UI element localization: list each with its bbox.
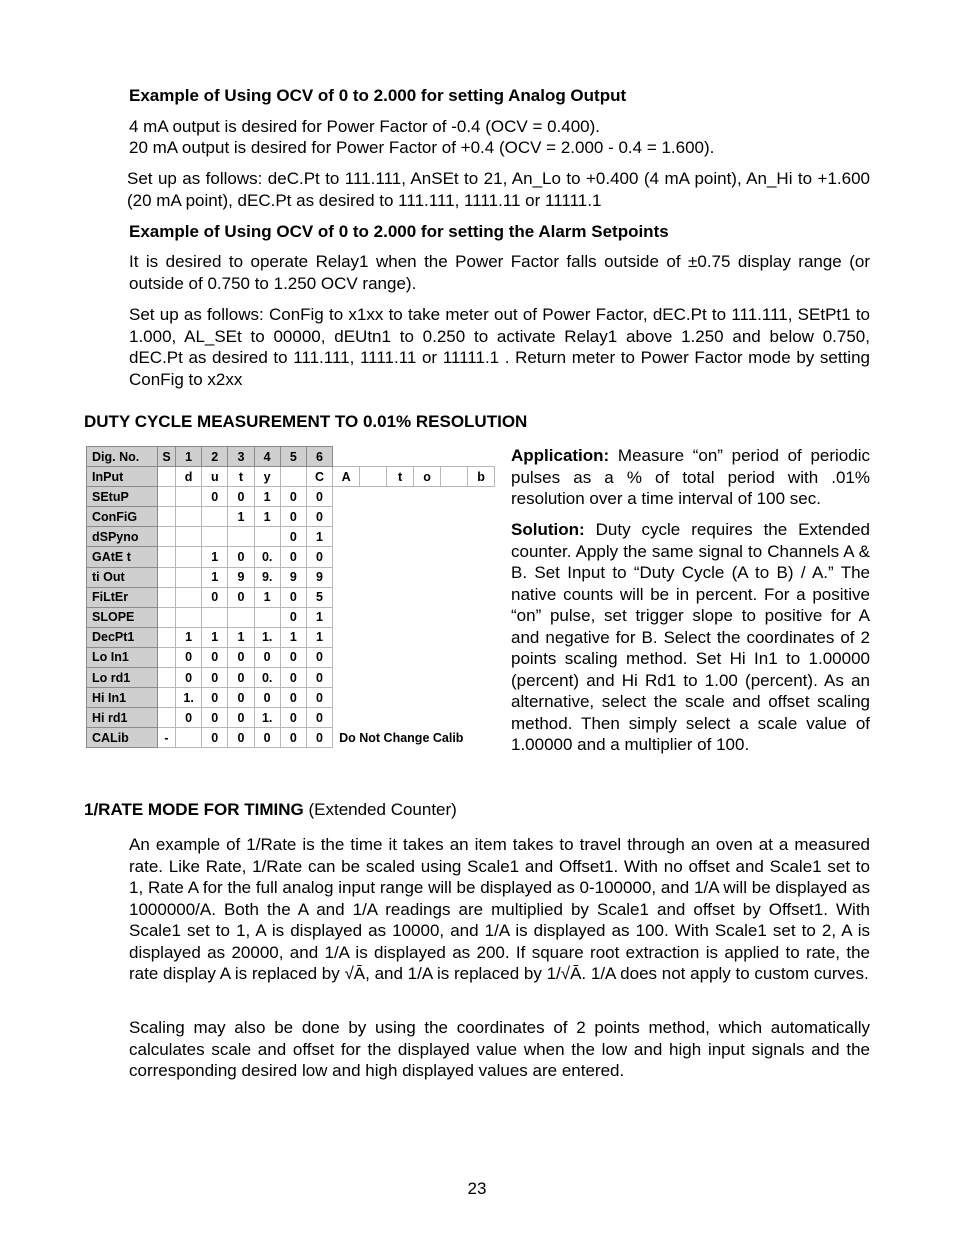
digit-cell: 0 xyxy=(202,708,228,728)
digit-cell: 1 xyxy=(306,527,332,547)
digit-cell: 9 xyxy=(280,567,306,587)
digit-cell: 9 xyxy=(228,567,254,587)
digit-cell xyxy=(158,587,176,607)
digit-cell: 0 xyxy=(228,487,254,507)
blank-cell xyxy=(333,487,495,507)
table-row xyxy=(87,467,495,487)
digit-cell xyxy=(202,527,228,547)
digit-cell: 0 xyxy=(176,668,202,688)
digit-cell xyxy=(158,567,176,587)
blank-cell xyxy=(333,647,495,667)
digit-cell: 0 xyxy=(202,668,228,688)
digit-cell xyxy=(158,647,176,667)
digit-cell: t xyxy=(228,467,254,487)
row-label: InPut xyxy=(87,467,158,487)
table-row xyxy=(87,708,495,728)
digit-cell: 0 xyxy=(280,728,306,748)
blank-cell xyxy=(333,668,495,688)
header-cell-digit: 1 xyxy=(176,447,202,467)
rate-para-1: An example of 1/Rate is the time it takes an item takes to travel through an oven at a measured rate. Like Rate, 1/Rate can be scaled using Scale1 and Offset1. With no offset and Scale1 set to 1, Rate A for the full analog input range will be displayed as 0-100000, and 1/A will be displayed as 1000000/A. Both the A and 1/A readings are multiplied by Scale1 and offset by Offset1. With Scale1 set to 1, A is displayed as 10000, and 1/A is displayed as 100. With Scale1 set to 2, A is displayed as 20000, and 1/A is displayed as 200. If square root extraction is applied to rate, the rate display A is replaced by √Ā, and 1/A is replaced by 1/√Ā. 1/A does not apply to custom curves. xyxy=(129,835,870,983)
digit-cell xyxy=(254,607,280,627)
row-label: DecPt1 xyxy=(87,627,158,647)
digit-cell xyxy=(228,607,254,627)
digit-cell: 0 xyxy=(280,587,306,607)
digit-cell xyxy=(176,587,202,607)
digit-cell: 0 xyxy=(228,587,254,607)
digit-cell xyxy=(158,467,176,487)
rate-para-2: Scaling may also be done by using the coordinates of 2 points method, which automatically calculates scale and offset for the displayed value when the low and high input signals and the corresponding desired low and high displayed values are entered. xyxy=(129,1018,870,1080)
digit-cell: 0 xyxy=(228,547,254,567)
solution-text: Duty cycle requires the Extended counter. Apply the same signal to Channels A & B. Set Input to “Duty Cycle (A to B) / A.” The native counts will be in percent. For a positive “on” pulse, set trigger slope to positive for A and negative for B. Select the coordinates of 2 points scaling method. Set Hi In1 to 1.00000 (percent) and Hi Rd1 to 1.00 (percent). As an alternative, select the scale and offset scaling method. Then simply select a scale value of 1.00000 and a multiplier of 100. xyxy=(511,520,870,754)
digit-cell: 0 xyxy=(280,607,306,627)
digit-cell: 0. xyxy=(254,668,280,688)
row-label: Hi In1 xyxy=(87,688,158,708)
digit-cell: - xyxy=(158,728,176,748)
digit-cell xyxy=(280,467,306,487)
ocv-analog-heading: Example of Using OCV of 0 to 2.000 for setting Analog Output xyxy=(129,86,627,105)
calib-note: Do Not Change Calib xyxy=(339,730,464,745)
table-row xyxy=(87,487,495,507)
blank-cell xyxy=(333,607,495,627)
digit-cell: 0 xyxy=(306,547,332,567)
digit-cell xyxy=(158,688,176,708)
digit-cell: 0 xyxy=(254,647,280,667)
application-label: Application: xyxy=(511,446,610,465)
header-cell-digit: 6 xyxy=(306,447,332,467)
digit-cell xyxy=(202,607,228,627)
digit-cell: 0. xyxy=(254,547,280,567)
row-label: CALib xyxy=(87,728,158,748)
digit-cell xyxy=(158,708,176,728)
extended-char-cell: b xyxy=(468,467,495,487)
row-label: SLOPE xyxy=(87,607,158,627)
table-row xyxy=(87,527,495,547)
rate-heading xyxy=(84,799,844,821)
table-row xyxy=(87,688,495,708)
digit-cell: 1. xyxy=(176,688,202,708)
table-row xyxy=(87,668,495,688)
header-cell-digit: S xyxy=(158,447,176,467)
digit-cell xyxy=(158,547,176,567)
digit-cell: 1. xyxy=(254,708,280,728)
digit-cell xyxy=(176,527,202,547)
header-cell-digit: 5 xyxy=(280,447,306,467)
blank-cell xyxy=(333,527,495,547)
blank-cell xyxy=(333,507,495,527)
header-cell-label: Dig. No. xyxy=(87,447,158,467)
table-row xyxy=(87,607,495,627)
digit-cell: 1 xyxy=(254,487,280,507)
row-label: Lo In1 xyxy=(87,647,158,667)
extended-char-cell: A xyxy=(333,467,360,487)
digit-cell: 0 xyxy=(254,728,280,748)
digit-cell: 0 xyxy=(306,688,332,708)
digit-cell: 0 xyxy=(280,668,306,688)
digit-cell xyxy=(176,567,202,587)
digit-cell: 9. xyxy=(254,567,280,587)
page-number: 23 xyxy=(467,1179,487,1198)
digit-cell: 0 xyxy=(280,647,306,667)
digit-cell: 0 xyxy=(280,547,306,567)
duty-solution-para xyxy=(511,519,870,756)
digit-cell xyxy=(202,507,228,527)
ocv-alarm-heading: Example of Using OCV of 0 to 2.000 for setting the Alarm Setpoints xyxy=(129,222,669,241)
table-header-row xyxy=(87,447,495,467)
digit-cell: 1 xyxy=(228,627,254,647)
digit-cell: 0 xyxy=(228,647,254,667)
digit-cell xyxy=(176,547,202,567)
digit-cell: 0 xyxy=(280,708,306,728)
digit-cell xyxy=(176,607,202,627)
digit-cell: 0 xyxy=(280,507,306,527)
digit-cell: 1 xyxy=(306,607,332,627)
digit-cell: 1 xyxy=(228,507,254,527)
table-row xyxy=(87,507,495,527)
duty-cycle-heading: DUTY CYCLE MEASUREMENT TO 0.01% RESOLUTION xyxy=(84,412,528,431)
table-row xyxy=(87,728,495,748)
digit-cell: 0 xyxy=(202,688,228,708)
digit-cell: 0 xyxy=(306,507,332,527)
digit-cell: 1 xyxy=(254,587,280,607)
extended-char-cell: o xyxy=(414,467,441,487)
table-row xyxy=(87,547,495,567)
blank-cell xyxy=(333,688,495,708)
row-label: ConFiG xyxy=(87,507,158,527)
blank-cell xyxy=(333,567,495,587)
extended-char-cell xyxy=(441,467,468,487)
table-row xyxy=(87,627,495,647)
rate-heading-normal: (Extended Counter) xyxy=(303,800,457,819)
digit-cell: 0 xyxy=(202,728,228,748)
digit-cell xyxy=(228,527,254,547)
digit-cell: 0 xyxy=(176,647,202,667)
row-label: Lo rd1 xyxy=(87,668,158,688)
digit-cell: 1 xyxy=(202,627,228,647)
blank-cell xyxy=(333,547,495,567)
digit-cell: 1 xyxy=(280,627,306,647)
row-label: ti Out xyxy=(87,567,158,587)
extended-char-cell xyxy=(360,467,387,487)
digit-cell: 0 xyxy=(280,487,306,507)
digit-cell: 0 xyxy=(176,708,202,728)
digit-cell xyxy=(176,487,202,507)
digit-cell: 0 xyxy=(202,587,228,607)
digit-cell xyxy=(158,627,176,647)
ocv-alarm-para-2: Set up as follows: ConFig to x1xx to take meter out of Power Factor, dEC.Pt to 111.111, SEtPt1 to 1.000, AL_SEt to 00000, dEUtn1 to 0.250 to activate Relay1 above 1.250 and below 0.750, dEC.Pt as desired to 111.111, 1111.11 or 11111.1 . Return meter to Power Factor mode by setting ConFig to x2xx xyxy=(129,305,870,389)
digit-cell: u xyxy=(202,467,228,487)
digit-cell xyxy=(158,487,176,507)
row-label: Hi rd1 xyxy=(87,708,158,728)
digit-cell: 0 xyxy=(306,668,332,688)
digit-cell: C xyxy=(306,467,332,487)
digit-cell: 1 xyxy=(254,507,280,527)
digit-cell xyxy=(254,527,280,547)
digit-cell: 0 xyxy=(202,647,228,667)
ocv-analog-setup-para: Set up as follows: deC.Pt to 111.111, AnSEt to 21, An_Lo to +0.400 (4 mA point), An_Hi to +1.600 (20 mA point), dEC.Pt as desired to 111.111, 1111.11 or 11111.1 xyxy=(127,169,870,210)
digit-cell: 0 xyxy=(306,728,332,748)
rate-heading-bold: 1/RATE MODE FOR TIMING xyxy=(84,800,304,819)
application-text: Measure “on” period of periodic pulses as a % of total period with .01% resolution over a time interval of 100 sec. xyxy=(511,446,870,508)
header-cell-digit: 3 xyxy=(228,447,254,467)
row-label: SEtuP xyxy=(87,487,158,507)
digit-cell: 0 xyxy=(228,728,254,748)
digit-cell: 0 xyxy=(306,708,332,728)
digit-cell: 1 xyxy=(306,627,332,647)
table-row xyxy=(87,647,495,667)
header-cell-digit: 2 xyxy=(202,447,228,467)
row-label: GAtE t xyxy=(87,547,158,567)
ocv-alarm-para-1: It is desired to operate Relay1 when the Power Factor falls outside of ±0.75 display range (or outside of 0.750 to 1.250 OCV range). xyxy=(129,252,870,293)
blank-cell xyxy=(333,708,495,728)
digit-cell: 0 xyxy=(202,487,228,507)
digit-cell: 0 xyxy=(228,708,254,728)
duty-application-para xyxy=(511,445,870,510)
digit-cell xyxy=(158,607,176,627)
digit-cell: 0 xyxy=(280,527,306,547)
row-label: FiLtEr xyxy=(87,587,158,607)
digit-cell xyxy=(176,728,202,748)
digit-cell xyxy=(158,527,176,547)
digit-cell: 0 xyxy=(228,668,254,688)
digit-cell xyxy=(158,668,176,688)
digit-cell: 0 xyxy=(280,688,306,708)
digit-cell: 1 xyxy=(202,547,228,567)
digit-cell: 0 xyxy=(306,647,332,667)
digit-setup-table xyxy=(86,446,495,748)
digit-cell: 9 xyxy=(306,567,332,587)
digit-cell: d xyxy=(176,467,202,487)
header-cell-digit: 4 xyxy=(254,447,280,467)
table-row xyxy=(87,567,495,587)
digit-cell: 1 xyxy=(202,567,228,587)
digit-cell: 0 xyxy=(254,688,280,708)
digit-cell: 5 xyxy=(306,587,332,607)
digit-cell: 1 xyxy=(176,627,202,647)
blank-cell xyxy=(333,627,495,647)
digit-cell: 1. xyxy=(254,627,280,647)
row-label: dSPyno xyxy=(87,527,158,547)
digit-cell xyxy=(158,507,176,527)
ocv-analog-line-2: 20 mA output is desired for Power Factor of +0.4 (OCV = 2.000 - 0.4 = 1.600). xyxy=(129,138,715,157)
digit-cell: 0 xyxy=(306,487,332,507)
ocv-analog-line-1: 4 mA output is desired for Power Factor of -0.4 (OCV = 0.400). xyxy=(129,117,601,136)
digit-cell xyxy=(176,507,202,527)
solution-label: Solution: xyxy=(511,520,585,539)
table-row xyxy=(87,587,495,607)
blank-cell xyxy=(333,587,495,607)
extended-char-cell: t xyxy=(387,467,414,487)
digit-cell: y xyxy=(254,467,280,487)
digit-cell: 0 xyxy=(228,688,254,708)
